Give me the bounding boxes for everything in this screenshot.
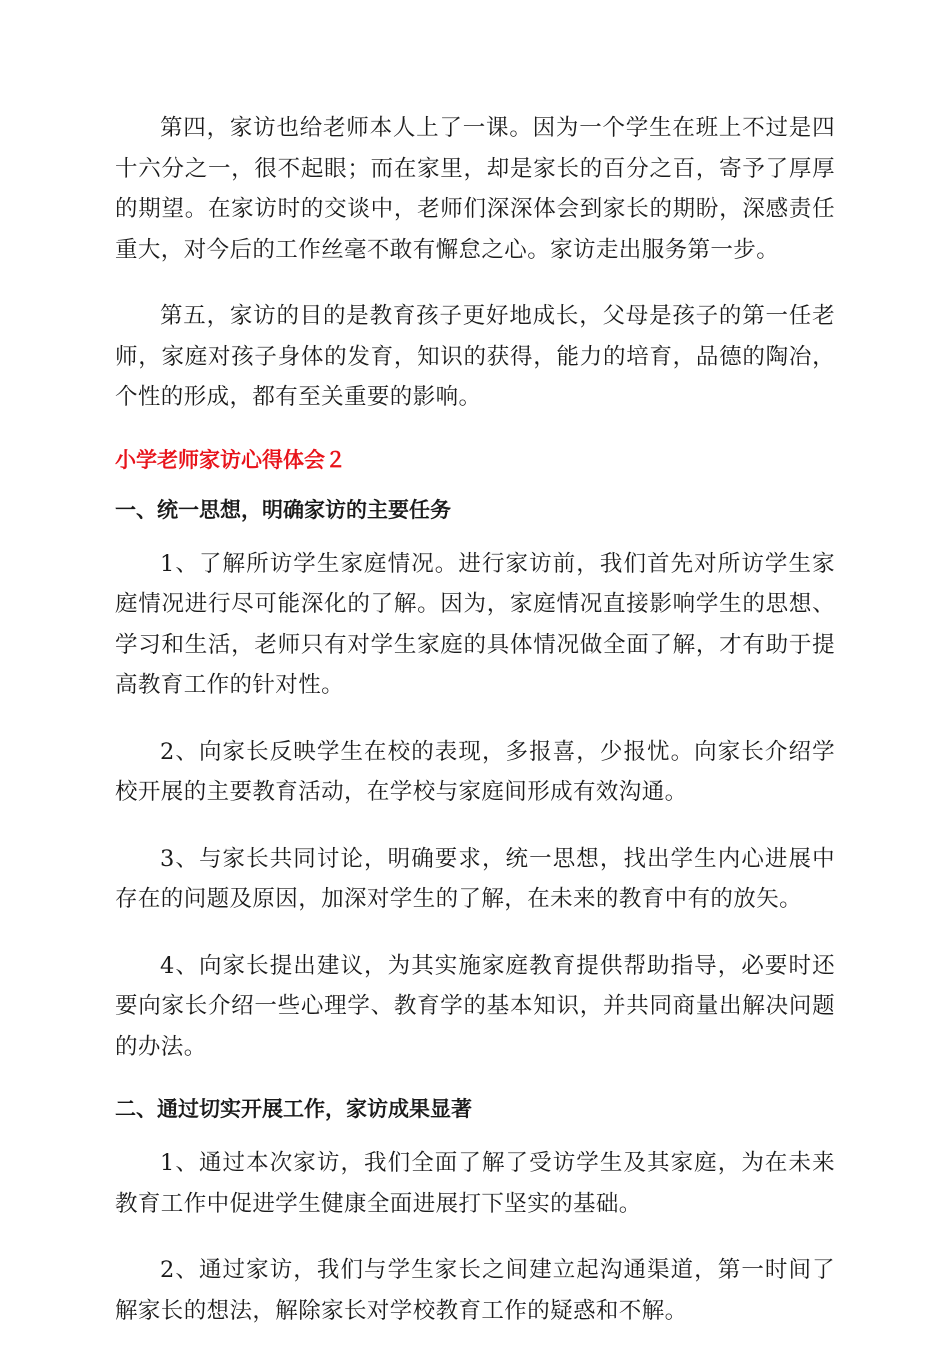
section1-item-3: 3、与家长共同讨论，明确要求，统一思想，找出学生内心进展中存在的问题及原因，加深对学生的了解，在未来的教育中有的放矢。 (115, 845, 835, 912)
paragraph-fourth: 第四，家访也给老师本人上了一课。因为一个学生在班上不过是四十六分之一，很不起眼；而在家里，却是家长的百分之百，寄予了厚厚的期望。在家访时的交谈中，老师们深深体会到家长的期盼，深感责任重大，对今后的工作丝毫不敢有懈怠之心。家访走出服务第一步。 (115, 115, 835, 263)
heading-unify-thinking: 一、统一思想，明确家访的主要任务 (115, 497, 451, 522)
section2-item-2: 2、通过家访，我们与学生家长之间建立起沟通渠道，第一时间了解家长的想法，解除家长对学校教育工作的疑惑和不解。 (115, 1257, 835, 1324)
section2-item-1: 1、通过本次家访，我们全面了解了受访学生及其家庭，为在未来教育工作中促进学生健康全面进展打下坚实的基础。 (115, 1150, 835, 1217)
section1-item-2: 2、向家长反映学生在校的表现，多报喜，少报忧。向家长介绍学校开展的主要教育活动，在学校与家庭间形成有效沟通。 (115, 738, 835, 805)
paragraph-fifth: 第五，家访的目的是教育孩子更好地成长，父母是孩子的第一任老师，家庭对孩子身体的发育，知识的获得，能力的培育，品德的陶冶，个性的形成，都有至关重要的影响。 (115, 303, 835, 410)
section1-item-4: 4、向家长提出建议，为其实施家庭教育提供帮助指导，必要时还要向家长介绍一些心理学、教育学的基本知识，并共同商量出解决问题的办法。 (115, 952, 835, 1060)
document-page (115, 108, 835, 1357)
section1-item-1: 1、了解所访学生家庭情况。进行家访前，我们首先对所访学生家庭情况进行尽可能深化的了解。因为，家庭情况直接影响学生的思想、学习和生活，老师只有对学生家庭的具体情况做全面了解，才有助于提高教育工作的针对性。 (115, 550, 835, 698)
heading-home-visit-results: 二、通过切实开展工作，家访成果显著 (115, 1097, 472, 1121)
section-title: 小学老师家访心得体会２ (115, 447, 346, 472)
